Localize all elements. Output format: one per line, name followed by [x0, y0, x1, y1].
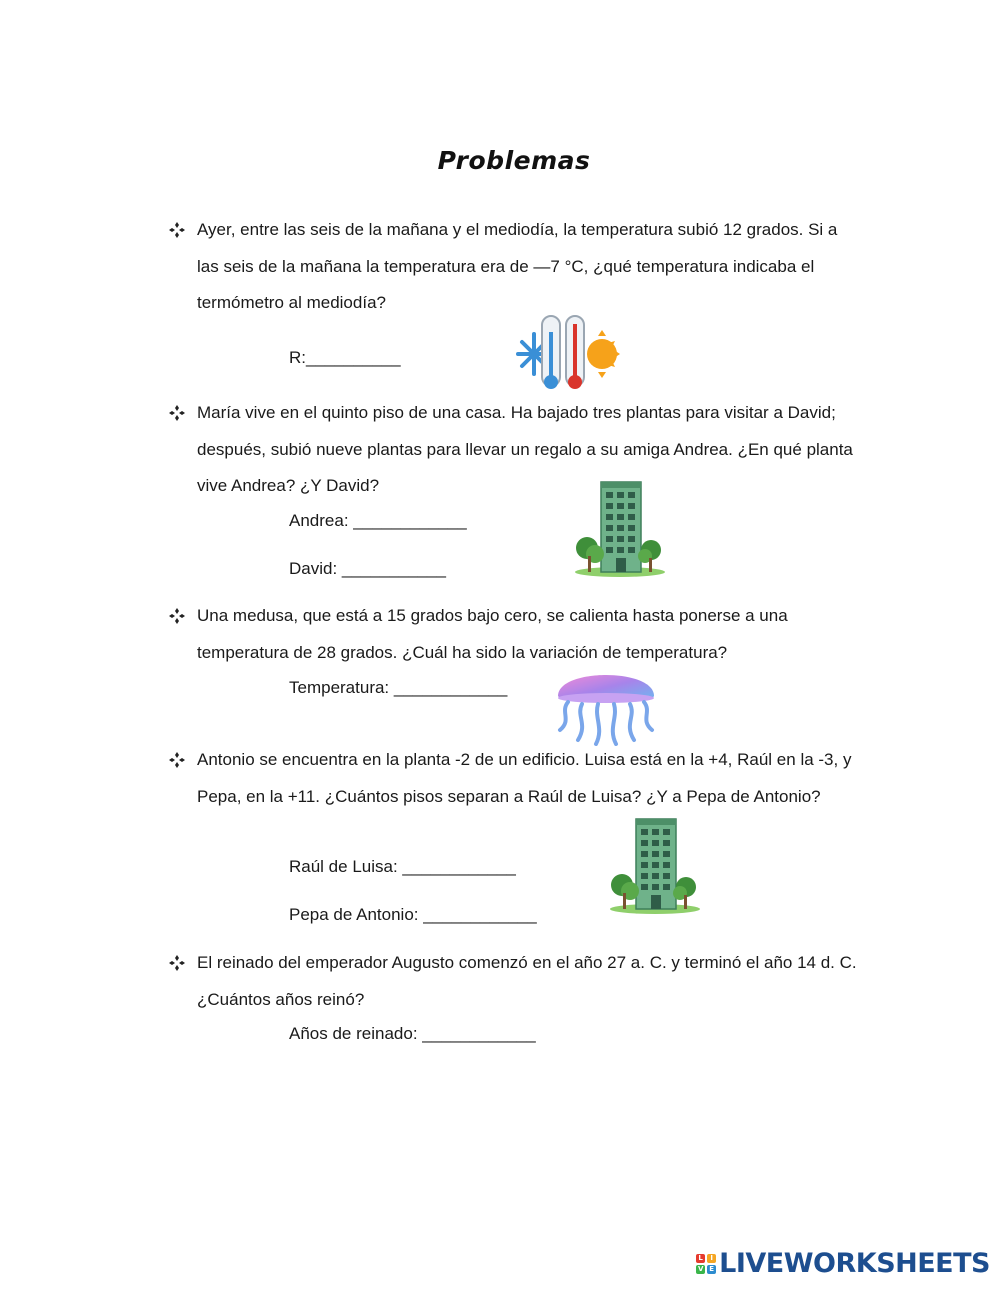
- answer-field-1[interactable]: R:__________: [289, 348, 401, 367]
- answer-field-anos-reinado[interactable]: Años de reinado: ____________: [289, 1024, 536, 1043]
- building-icon: [573, 478, 667, 578]
- answer-field-david[interactable]: David: ___________: [289, 559, 446, 578]
- logo-letter: V: [697, 1264, 704, 1273]
- liveworksheets-logo: [696, 1248, 990, 1279]
- answer-field-andrea[interactable]: Andrea: ____________: [289, 511, 467, 530]
- problem-text-5: El reinado del emperador Augusto comenzó en el año 27 a. C. y terminó el año 14 d. C. ¿Cuántos años reinó?: [197, 953, 857, 1009]
- thermometer-snow-sun-icon: [516, 312, 622, 394]
- answer-field-pepa-antonio[interactable]: Pepa de Antonio: ____________: [289, 905, 537, 924]
- diamond-bullet-icon: [168, 954, 186, 972]
- logo-letter: E: [707, 1265, 716, 1274]
- logo-letter: I: [707, 1254, 716, 1263]
- jellyfish-icon: [550, 660, 662, 746]
- problem-text-1: Ayer, entre las seis de la mañana y el mediodía, la temperatura subió 12 grados. Si a las seis de la mañana la temperatura era de —7 °C, ¿qué temperatura indicaba el termómetro al mediodía?: [197, 220, 838, 312]
- building-icon: [608, 815, 702, 915]
- logo-letter: L: [696, 1254, 705, 1263]
- answer-field-raul-luisa[interactable]: Raúl de Luisa: ____________: [289, 857, 516, 876]
- page-title: Problemas: [437, 146, 591, 175]
- problem-text-4: Antonio se encuentra en la planta -2 de un edificio. Luisa está en la +4, Raúl en la -3, y Pepa, en la +11. ¿Cuántos pisos separan a Raúl de Luisa? ¿Y a Pepa de Antonio?: [197, 750, 852, 806]
- problem-text-2: María vive en el quinto piso de una casa. Ha bajado tres plantas para visitar a David; después, subió nueve plantas para llevar un regalo a su amiga Andrea. ¿En qué planta vive Andrea? ¿Y David?: [197, 403, 853, 495]
- diamond-bullet-icon: [168, 404, 186, 422]
- logo-squares: [696, 1254, 716, 1274]
- diamond-bullet-icon: [168, 607, 186, 625]
- diamond-bullet-icon: [168, 751, 186, 769]
- diamond-bullet-icon: [168, 221, 186, 239]
- answer-field-temperatura[interactable]: Temperatura: ____________: [289, 678, 508, 697]
- brand-name: LIVEWORKSHEETS: [719, 1248, 990, 1279]
- problem-text-3: Una medusa, que está a 15 grados bajo cero, se calienta hasta ponerse a una temperatura de 28 grados. ¿Cuál ha sido la variación de temperatura?: [197, 606, 788, 662]
